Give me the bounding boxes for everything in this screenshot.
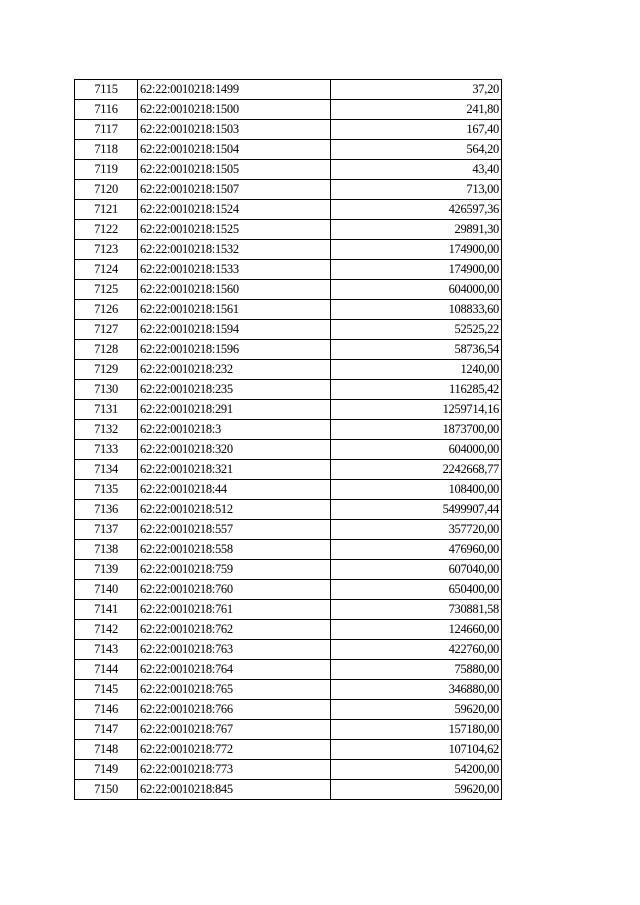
cadastral-number-cell: 62:22:0010218:232 — [138, 360, 331, 380]
row-number-cell: 7149 — [75, 760, 138, 780]
cadastral-number-cell: 62:22:0010218:1560 — [138, 280, 331, 300]
cadastral-number-cell: 62:22:0010218:320 — [138, 440, 331, 460]
value-cell: 426597,36 — [331, 200, 502, 220]
row-number-cell: 7130 — [75, 380, 138, 400]
cadastral-number-cell: 62:22:0010218:1504 — [138, 140, 331, 160]
table-row — [75, 140, 502, 160]
cadastral-number-cell: 62:22:0010218:1533 — [138, 260, 331, 280]
row-number-cell: 7147 — [75, 720, 138, 740]
table-row — [75, 100, 502, 120]
table-row — [75, 620, 502, 640]
value-cell: 604000,00 — [331, 440, 502, 460]
value-cell: 1240,00 — [331, 360, 502, 380]
table-row — [75, 120, 502, 140]
table-row — [75, 400, 502, 420]
cadastral-number-cell: 62:22:0010218:1500 — [138, 100, 331, 120]
row-number-cell: 7132 — [75, 420, 138, 440]
table-row — [75, 300, 502, 320]
row-number-cell: 7148 — [75, 740, 138, 760]
row-number-cell: 7131 — [75, 400, 138, 420]
cadastral-number-cell: 62:22:0010218:1505 — [138, 160, 331, 180]
value-cell: 29891,30 — [331, 220, 502, 240]
cadastral-number-cell: 62:22:0010218:767 — [138, 720, 331, 740]
row-number-cell: 7135 — [75, 480, 138, 500]
cadastral-number-cell: 62:22:0010218:845 — [138, 780, 331, 800]
row-number-cell: 7137 — [75, 520, 138, 540]
row-number-cell: 7133 — [75, 440, 138, 460]
row-number-cell: 7116 — [75, 100, 138, 120]
table-row — [75, 640, 502, 660]
table-row — [75, 740, 502, 760]
row-number-cell: 7138 — [75, 540, 138, 560]
row-number-cell: 7146 — [75, 700, 138, 720]
cadastral-number-cell: 62:22:0010218:1594 — [138, 320, 331, 340]
row-number-cell: 7142 — [75, 620, 138, 640]
cadastral-number-cell: 62:22:0010218:1532 — [138, 240, 331, 260]
row-number-cell: 7124 — [75, 260, 138, 280]
row-number-cell: 7145 — [75, 680, 138, 700]
table-row — [75, 460, 502, 480]
row-number-cell: 7117 — [75, 120, 138, 140]
row-number-cell: 7144 — [75, 660, 138, 680]
cadastral-number-cell: 62:22:0010218:765 — [138, 680, 331, 700]
table-row — [75, 560, 502, 580]
value-cell: 108833,60 — [331, 300, 502, 320]
table-row — [75, 700, 502, 720]
cadastral-number-cell: 62:22:0010218:44 — [138, 480, 331, 500]
row-number-cell: 7141 — [75, 600, 138, 620]
table-row — [75, 80, 502, 100]
value-cell: 650400,00 — [331, 580, 502, 600]
table-row — [75, 600, 502, 620]
value-cell: 167,40 — [331, 120, 502, 140]
table-body — [75, 80, 502, 800]
table-row — [75, 440, 502, 460]
value-cell: 607040,00 — [331, 560, 502, 580]
value-cell: 43,40 — [331, 160, 502, 180]
row-number-cell: 7134 — [75, 460, 138, 480]
row-number-cell: 7129 — [75, 360, 138, 380]
row-number-cell: 7115 — [75, 80, 138, 100]
table-row — [75, 580, 502, 600]
value-cell: 58736,54 — [331, 340, 502, 360]
cadastral-number-cell: 62:22:0010218:1499 — [138, 80, 331, 100]
table-row — [75, 540, 502, 560]
table-row — [75, 720, 502, 740]
value-cell: 422760,00 — [331, 640, 502, 660]
value-cell: 5499907,44 — [331, 500, 502, 520]
cadastral-number-cell: 62:22:0010218:761 — [138, 600, 331, 620]
row-number-cell: 7120 — [75, 180, 138, 200]
value-cell: 241,80 — [331, 100, 502, 120]
cadastral-value-table — [74, 79, 502, 800]
cadastral-number-cell: 62:22:0010218:760 — [138, 580, 331, 600]
cadastral-number-cell: 62:22:0010218:773 — [138, 760, 331, 780]
value-cell: 174900,00 — [331, 240, 502, 260]
value-cell: 157180,00 — [331, 720, 502, 740]
row-number-cell: 7118 — [75, 140, 138, 160]
cadastral-number-cell: 62:22:0010218:1503 — [138, 120, 331, 140]
row-number-cell: 7127 — [75, 320, 138, 340]
value-cell: 1873700,00 — [331, 420, 502, 440]
cadastral-number-cell: 62:22:0010218:772 — [138, 740, 331, 760]
cadastral-number-cell: 62:22:0010218:1525 — [138, 220, 331, 240]
value-cell: 476960,00 — [331, 540, 502, 560]
table-row — [75, 340, 502, 360]
value-cell: 564,20 — [331, 140, 502, 160]
value-cell: 124660,00 — [331, 620, 502, 640]
table-row — [75, 760, 502, 780]
cadastral-number-cell: 62:22:0010218:1524 — [138, 200, 331, 220]
value-cell: 174900,00 — [331, 260, 502, 280]
value-cell: 357720,00 — [331, 520, 502, 540]
value-cell: 108400,00 — [331, 480, 502, 500]
cadastral-number-cell: 62:22:0010218:763 — [138, 640, 331, 660]
cadastral-number-cell: 62:22:0010218:1561 — [138, 300, 331, 320]
value-cell: 1259714,16 — [331, 400, 502, 420]
table-row — [75, 240, 502, 260]
row-number-cell: 7128 — [75, 340, 138, 360]
value-cell: 730881,58 — [331, 600, 502, 620]
value-cell: 604000,00 — [331, 280, 502, 300]
value-cell: 116285,42 — [331, 380, 502, 400]
cadastral-number-cell: 62:22:0010218:291 — [138, 400, 331, 420]
table-row — [75, 320, 502, 340]
table-row — [75, 160, 502, 180]
table-row — [75, 380, 502, 400]
value-cell: 346880,00 — [331, 680, 502, 700]
value-cell: 59620,00 — [331, 700, 502, 720]
value-cell: 75880,00 — [331, 660, 502, 680]
value-cell: 37,20 — [331, 80, 502, 100]
cadastral-number-cell: 62:22:0010218:235 — [138, 380, 331, 400]
cadastral-number-cell: 62:22:0010218:321 — [138, 460, 331, 480]
value-cell: 107104,62 — [331, 740, 502, 760]
value-cell: 52525,22 — [331, 320, 502, 340]
row-number-cell: 7119 — [75, 160, 138, 180]
table-row — [75, 200, 502, 220]
row-number-cell: 7122 — [75, 220, 138, 240]
cadastral-number-cell: 62:22:0010218:3 — [138, 420, 331, 440]
cadastral-number-cell: 62:22:0010218:764 — [138, 660, 331, 680]
table-row — [75, 780, 502, 800]
table-row — [75, 220, 502, 240]
row-number-cell: 7136 — [75, 500, 138, 520]
cadastral-number-cell: 62:22:0010218:762 — [138, 620, 331, 640]
row-number-cell: 7126 — [75, 300, 138, 320]
table-row — [75, 360, 502, 380]
value-cell: 59620,00 — [331, 780, 502, 800]
table-row — [75, 420, 502, 440]
cadastral-number-cell: 62:22:0010218:766 — [138, 700, 331, 720]
table-row — [75, 660, 502, 680]
value-cell: 54200,00 — [331, 760, 502, 780]
value-cell: 2242668,77 — [331, 460, 502, 480]
row-number-cell: 7150 — [75, 780, 138, 800]
row-number-cell: 7123 — [75, 240, 138, 260]
value-cell: 713,00 — [331, 180, 502, 200]
table-row — [75, 180, 502, 200]
row-number-cell: 7143 — [75, 640, 138, 660]
table-row — [75, 500, 502, 520]
table-row — [75, 680, 502, 700]
row-number-cell: 7140 — [75, 580, 138, 600]
cadastral-number-cell: 62:22:0010218:557 — [138, 520, 331, 540]
cadastral-number-cell: 62:22:0010218:512 — [138, 500, 331, 520]
row-number-cell: 7121 — [75, 200, 138, 220]
cadastral-number-cell: 62:22:0010218:558 — [138, 540, 331, 560]
cadastral-number-cell: 62:22:0010218:1507 — [138, 180, 331, 200]
row-number-cell: 7139 — [75, 560, 138, 580]
table-row — [75, 480, 502, 500]
cadastral-number-cell: 62:22:0010218:759 — [138, 560, 331, 580]
table-row — [75, 280, 502, 300]
table-row — [75, 520, 502, 540]
table-row — [75, 260, 502, 280]
cadastral-number-cell: 62:22:0010218:1596 — [138, 340, 331, 360]
row-number-cell: 7125 — [75, 280, 138, 300]
